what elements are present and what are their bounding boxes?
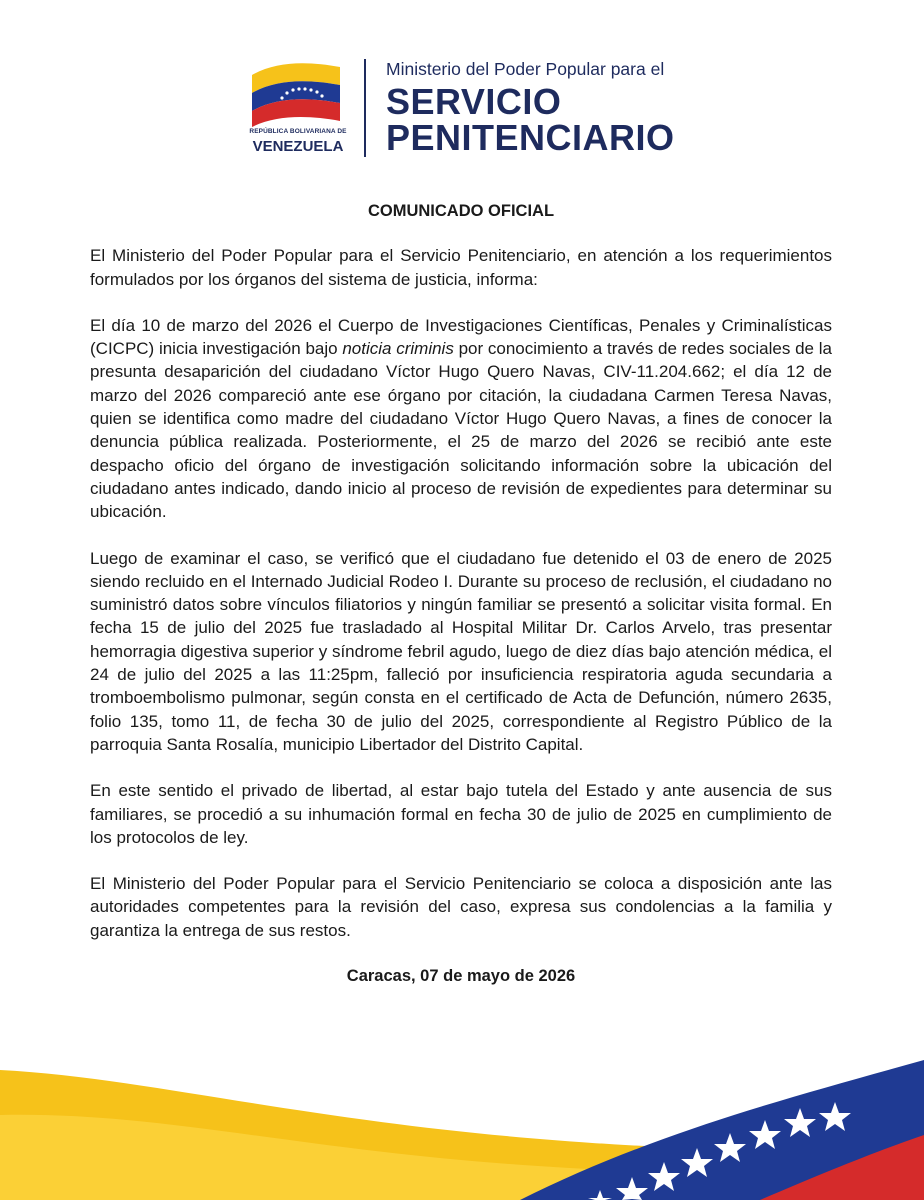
paragraph-1: El Ministerio del Poder Popular para el Servicio Penitenciario, en atención a los requerimientos formulados por los órganos del sistema de justicia, informa: [90,246,832,289]
place-date-signature: Caracas, 07 de mayo de 2026 [346,967,576,986]
letterhead [248,55,688,160]
paragraph-3: Luego de examinar el caso, se verificó que el ciudadano fue detenido el 03 de enero de 2025 siendo recluido en el Internado Judicial Rodeo I. Durante su proceso de reclusión, el ciudadano no suministró datos sobre vínculos filiatorios y ningún familiar se presentó a solicitar visita formal. En fecha 15 de julio del 2025 fue trasladado al Hospital Militar Dr. Carlos Arvelo, tras presentar hemorragia digestiva superior y síndrome febril agudo, luego de diez días bajo atención médica, el 24 de julio del 2025 a las 11:25pm, falleció por insuficiencia respiratoria aguda secundaria a tromboembolismo pulmonar, según consta en el certificado de Acta de Defunción, número 2635, folio 135, tomo 11, de fecha 30 de julio del 2025, correspondiente al Registro Público de la parroquia Santa Rosalía, municipio Libertador del Distrito Capital. [90,548,832,754]
paragraph-4: En este sentido el privado de libertad, al estar bajo tutela del Estado y ante ausencia de sus familiares, se procedió a su inhumación formal en fecha 30 de julio de 2025 en cumplimiento de los protocolos de ley. [90,781,832,847]
paragraph-2-part-a: El día 10 de marzo del 2026 el Cuerpo de Investigaciones Científicas, Penales y Criminalísticas (CICPC) inicia investigación bajo [90,315,832,359]
paragraph-2-emphasis: noticia criminis [342,339,454,359]
paragraph-2-part-b: por conocimiento a través de redes sociales de la presunta desaparición del ciudadano Víctor Hugo Quero Navas, CIV-11.204.662; el día 12 de marzo del 2026 compareció ante ese órgano por citación, la ciudadana Carmen Teresa Navas, quien se identifica como madre del ciudadano Víctor Hugo Quero Navas, a fines de conocer la denuncia pública realizada. Posteriormente, el 25 de marzo del 2026 se recibió ante este despacho oficio del órgano de investigación solicitando información sobre la ubicación del ciudadano antes indicado, dando inicio al proceso de revisión de expedientes para determinar su ubicación. [90,339,832,522]
country-name: VENEZUELA [252,138,344,155]
paragraph-5: El Ministerio del Poder Popular para el Servicio Penitenciario se coloca a disposición ante las autoridades competentes para la revisión del caso, expresa sus condolencias a la familia y garantiza la entrega de sus restos. [90,874,832,940]
ministry-line: Ministerio del Poder Popular para el [386,59,665,79]
header-divider [364,59,366,157]
document-title: COMUNICADO OFICIAL [367,202,555,220]
country-subtitle: REPÚBLICA BOLIVARIANA DE [249,128,347,135]
communique-body [90,200,832,988]
brand-line-1: SERVICIO [386,81,562,122]
venezuela-flag-icon [248,57,348,127]
flag-wave-decoration [0,1040,924,1200]
brand-line-2: PENITENCIARIO [386,117,675,158]
paragraph-2 [90,314,832,524]
